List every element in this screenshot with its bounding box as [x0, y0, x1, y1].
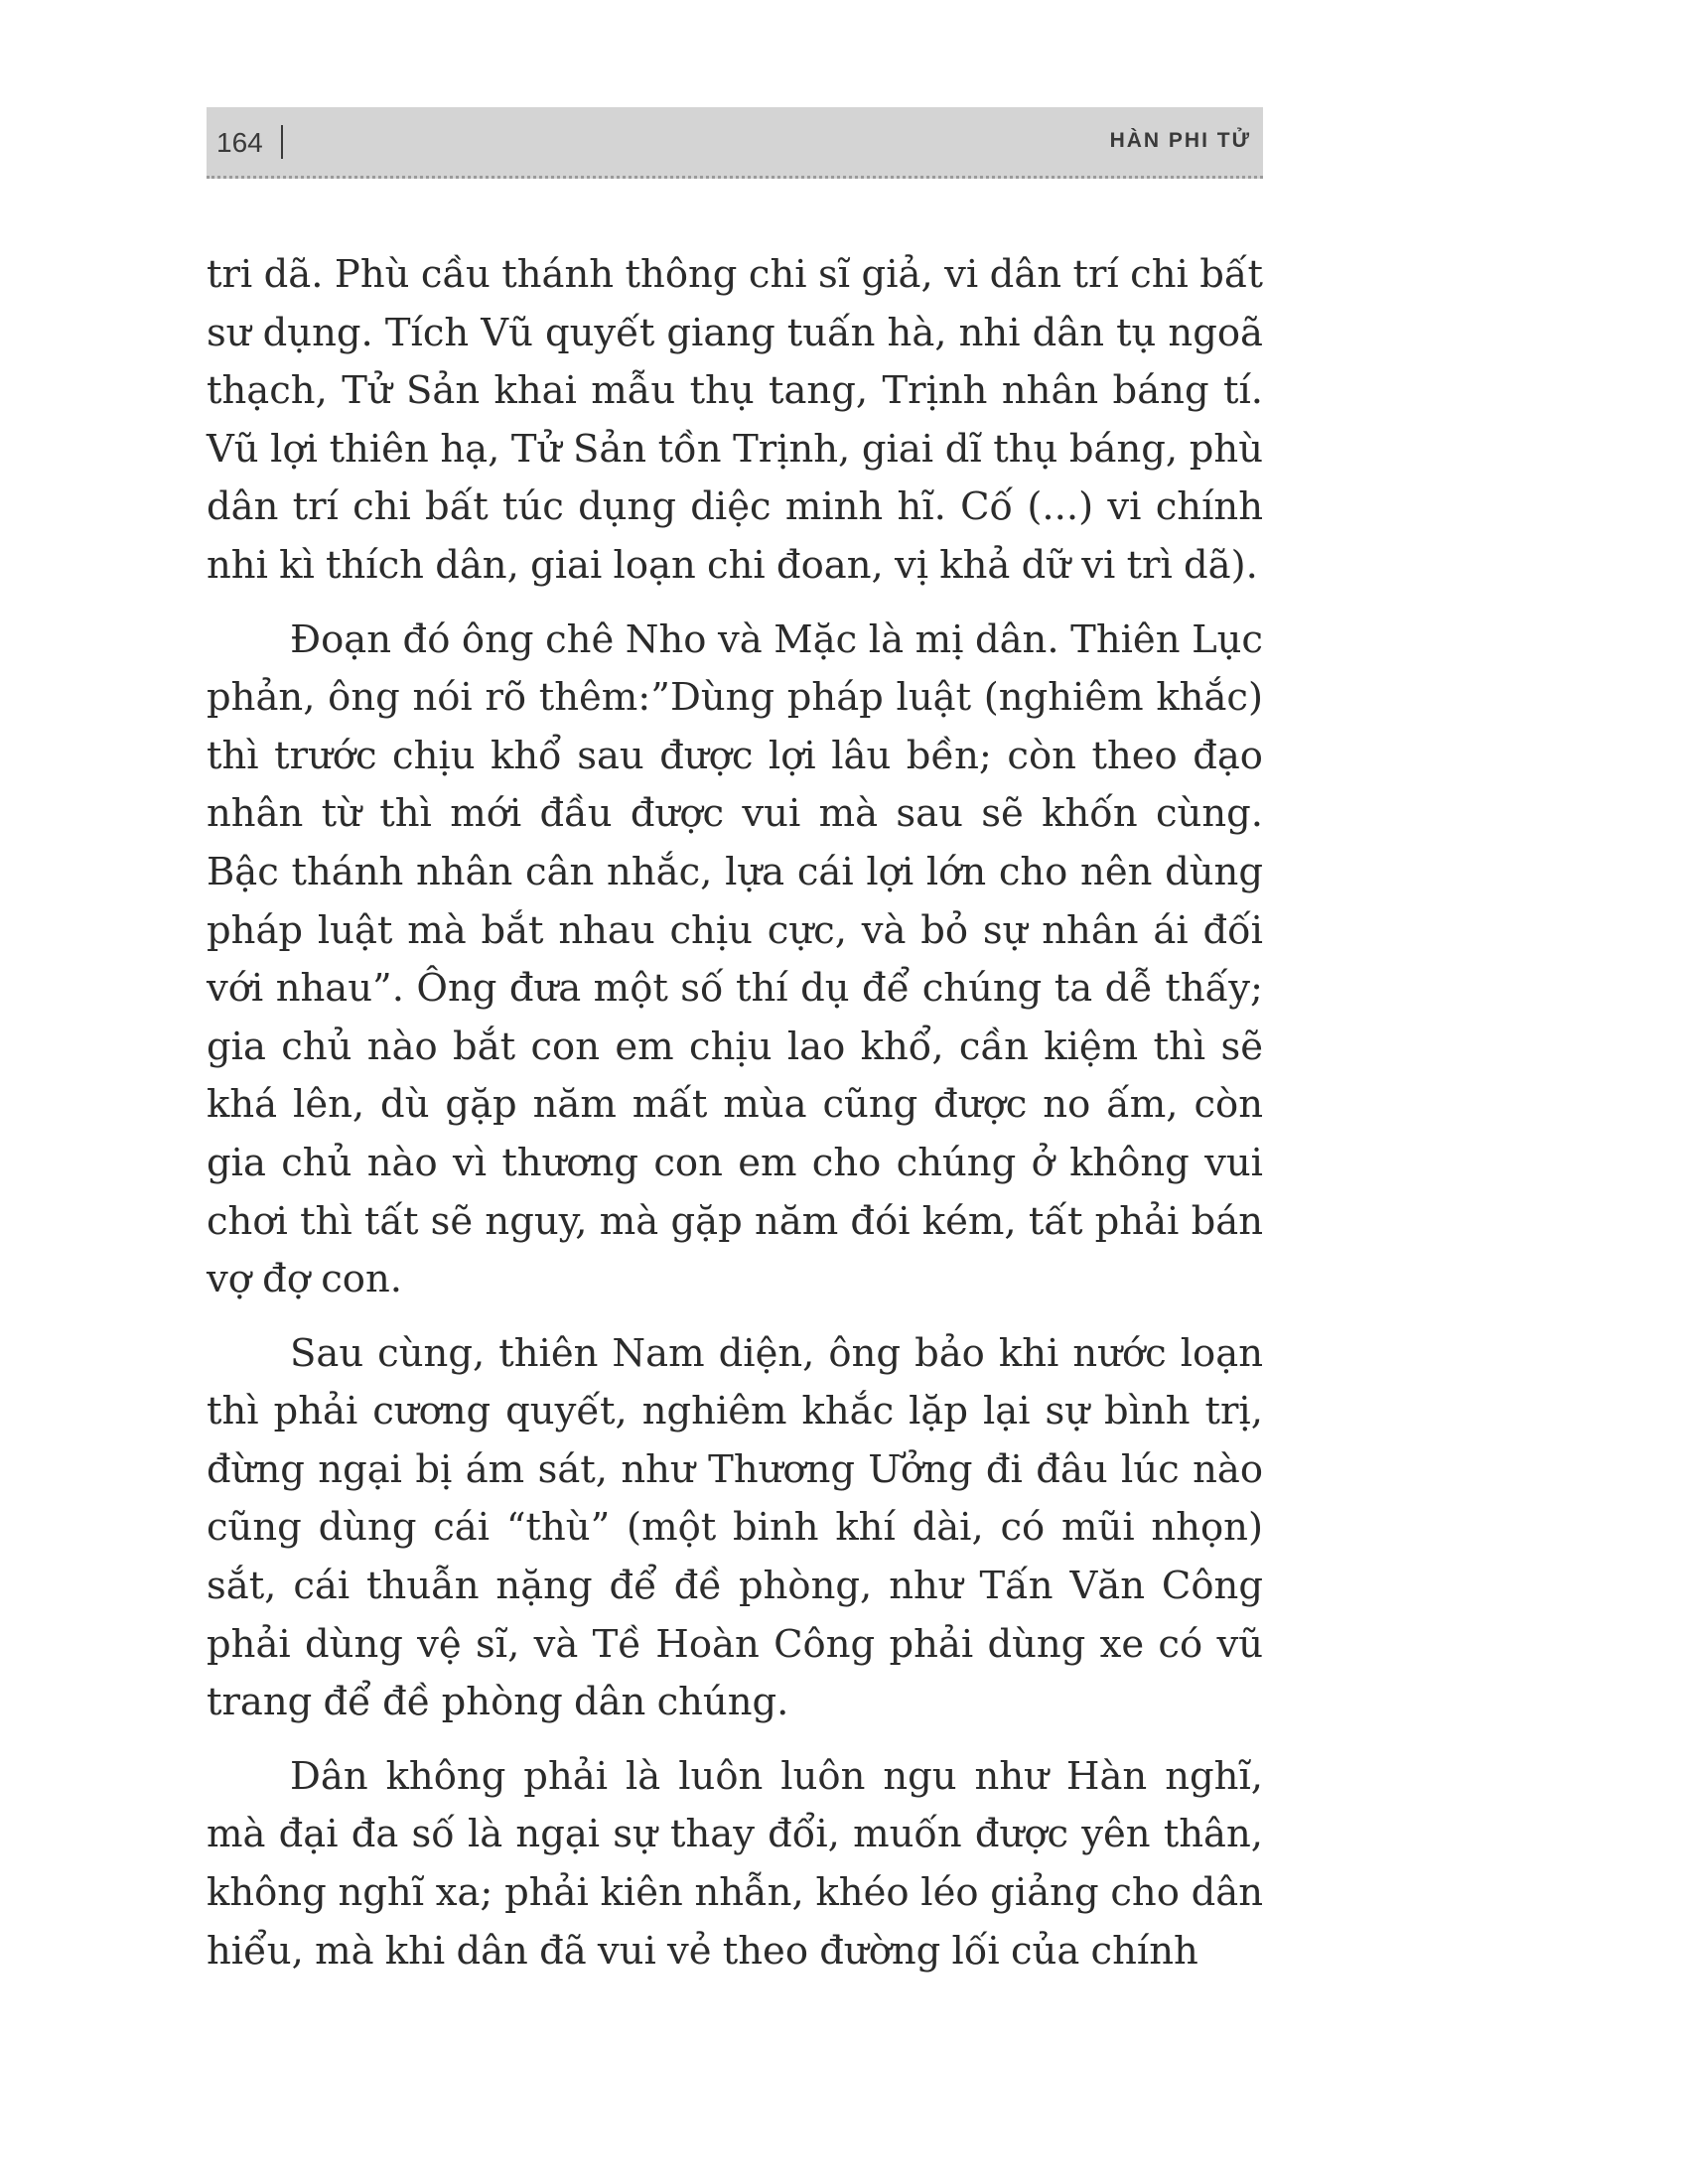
header-divider — [281, 125, 283, 159]
page-number: 164 — [216, 127, 263, 158]
paragraph-3: Sau cùng, thiên Nam diện, ông bảo khi nước loạn thì phải cương quyết, nghiêm khắc lặp lại sự bình trị, đừng ngại bị ám sát, như Thương Ưởng đi đâu lúc nào cũng dùng cái “thù” (một binh khí dài, có mũi nhọn) sắt, cái thuẫn nặng để đề phòng, như Tấn Văn Công phải dùng vệ sĩ, và Tề Hoàn Công phải dùng xe có vũ trang để đề phòng dân chúng. — [207, 1330, 1263, 1725]
paragraph-4: Dân không phải là luôn luôn ngu như Hàn nghĩ, mà đại đa số là ngại sự thay đổi, muốn được yên thân, không nghĩ xa; phải kiên nhẫn, khéo léo giảng cho dân hiểu, mà khi dân đã vui vẻ theo đường lối của chính — [207, 1753, 1263, 1974]
running-header — [207, 107, 1263, 179]
paragraph-2: Đoạn đó ông chê Nho và Mặc là mị dân. Thiên Lục phản, ông nói rõ thêm:”Dùng pháp luật (nghiêm khắc) thì trước chịu khổ sau được lợi lâu bền; còn theo đạo nhân từ thì mới đầu được vui mà sau sẽ khốn cùng. Bậc thánh nhân cân nhắc, lựa cái lợi lớn cho nên dùng pháp luật mà bắt nhau chịu cực, và bỏ sự nhân ái đối với nhau”. Ông đưa một số thí dụ để chúng ta dễ thấy; gia chủ nào bắt con em chịu lao khổ, cần kiệm thì sẽ khá lên, dù gặp năm mất mùa cũng được no ấm, còn gia chủ nào vì thương con em cho chúng ở không vui chơi thì tất sẽ nguy, mà gặp năm đói kém, tất phải bán vợ đợ con. — [207, 616, 1263, 1302]
paragraph-1: tri dã. Phù cầu thánh thông chi sĩ giả, vi dân trí chi bất sư dụng. Tích Vũ quyết giang tuấn hà, nhi dân tụ ngoã thạch, Tử Sản khai mẫu thụ tang, Trịnh nhân báng tí. Vũ lợi thiên hạ, Tử Sản tồn Trịnh, giai dĩ thụ báng, phù dân trí chi bất túc dụng diệc minh hĩ. Cố (...) vi chính nhi kì thích dân, giai loạn chi đoan, vị khả dữ vi trì dã). — [207, 252, 1263, 588]
body-text — [207, 246, 1263, 1980]
running-title: HÀN PHI TỬ — [1109, 129, 1251, 152]
